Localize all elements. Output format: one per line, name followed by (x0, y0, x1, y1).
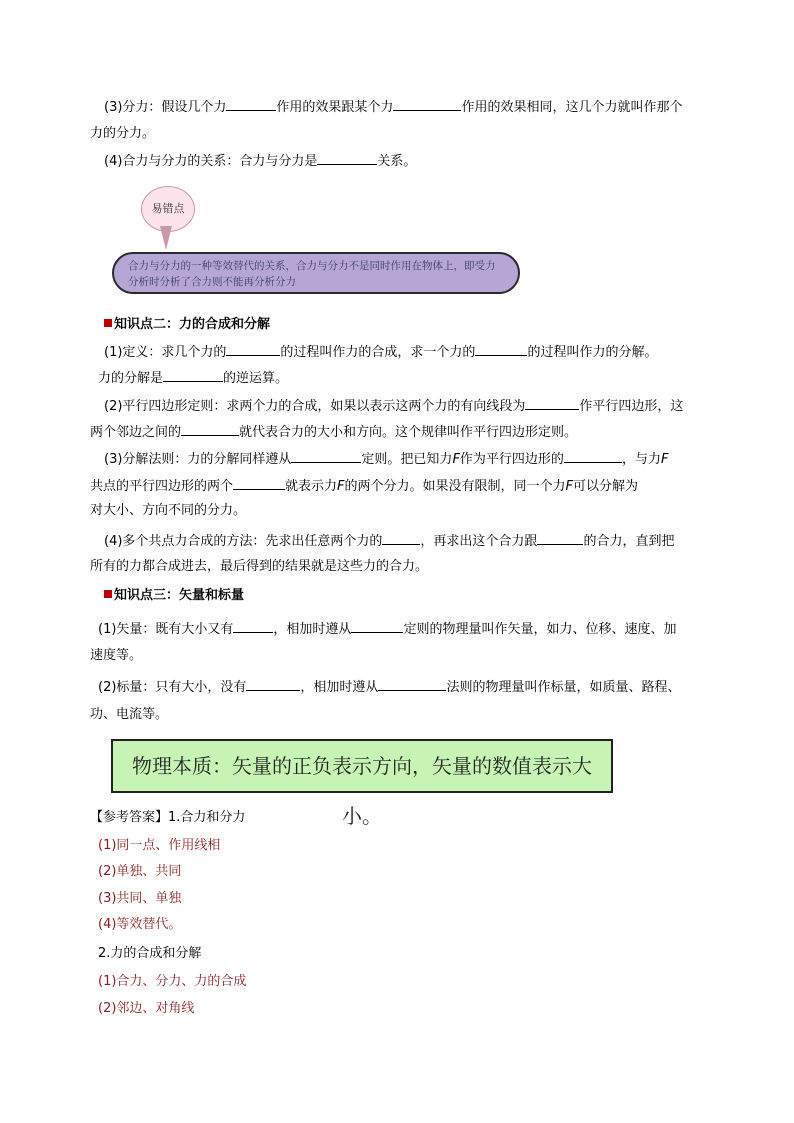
paragraph-line: 共点的平行四边形的两个 就表示力F的两个分力。如果没有限制，同一个力F可以分解为 (90, 475, 638, 497)
paragraph-line: 所有的力都合成进去，最后得到的结果就是这些力的合力。 (90, 559, 429, 574)
fill-blank[interactable] (226, 96, 276, 111)
paragraph-line: 两个邻边之间的 就代表合力的大小和方向。这个规律叫作平行四边形定则。 (90, 421, 577, 443)
paragraph-line: 速度等。 (90, 648, 143, 663)
paragraph-multi-forces: (4)多个共点力合成的方法：先求出任意两个力的 ，再求出这个合力跟 的合力，直到把 (104, 530, 674, 552)
paragraph-definition: (1)定义：求几个力的 的过程叫作力的合成，求一个力的 的过程叫作力的分解。 (104, 341, 657, 363)
text: 关系。 (377, 154, 417, 169)
fill-blank[interactable] (525, 395, 579, 410)
section-heading-2 (104, 315, 270, 335)
paragraph-scalar: (2)标量：只有大小，没有 ，相加时遵从 法则的物理量叫作标量，如质量、路程、 (98, 676, 680, 698)
paragraph-line: 对大小、方向不同的分力。 (90, 503, 247, 518)
paragraph-line: 力的分解是 的逆运算。 (98, 367, 288, 389)
answer-item: (1)同一点、作用线相 (98, 838, 221, 853)
fill-blank[interactable] (564, 448, 622, 463)
paragraph-line: 力的分力。 (90, 126, 156, 141)
callout-bubble: 易错点 (141, 186, 195, 232)
answer-item: (4)等效替代。 (98, 917, 182, 932)
text: 作用的效果相同，这几个力就叫作那个 (461, 100, 683, 115)
answer-item: (2)单独、共同 (98, 864, 182, 879)
heading-text: 知识点二：力的合成和分解 (114, 317, 271, 332)
text: 作用的效果跟某个力 (276, 100, 394, 115)
fill-blank[interactable] (537, 530, 583, 545)
paragraph-vector: (1)矢量：既有大小又有 ，相加时遵从 定则的物理量叫作矢量，如力、位移、速度、加 (98, 618, 676, 640)
square-bullet-icon (104, 319, 112, 327)
heading-text: 知识点三：矢量和标量 (114, 588, 245, 603)
paragraph-decomposition: (3)分解法则：力的分解同样遵从 定则。把已知力F作为平行四边形的 ，与力F (104, 448, 668, 470)
fill-blank[interactable] (393, 96, 461, 111)
text: (3)分力：假设几个力 (104, 100, 227, 115)
fill-blank[interactable] (382, 530, 420, 545)
tip-box: 合力与分力的一种等效替代的关系，合力与分力不是同时作用在物体上，即受力分析时分析了合力则不能再分析分力 (112, 252, 520, 294)
paragraph-line: 功、电流等。 (90, 707, 169, 722)
fill-blank[interactable] (233, 618, 273, 633)
fill-blank[interactable] (317, 150, 377, 165)
callout-tail (160, 226, 172, 250)
fill-blank[interactable] (246, 676, 300, 691)
square-bullet-icon (104, 590, 112, 598)
fill-blank[interactable] (181, 421, 239, 436)
fill-blank[interactable] (163, 367, 223, 382)
fill-blank[interactable] (291, 448, 361, 463)
fill-blank[interactable] (351, 618, 403, 633)
answer-section-title: 2.力的合成和分解 (98, 946, 202, 961)
paragraph-parallelogram: (2)平行四边形定则：求两个力的合成，如果以表示这两个力的有向线段为 作平行四边形，这 (104, 395, 683, 417)
paragraph-relation (104, 150, 416, 172)
fill-blank[interactable] (475, 341, 527, 356)
answer-item: (1)合力、分力、力的合成 (98, 974, 247, 989)
answer-item: (2)邻边、对角线 (98, 1001, 195, 1016)
text: (4)合力与分力的关系：合力与分力是 (104, 154, 318, 169)
answer-title: 【参考答案】1.合力和分力 (90, 810, 246, 825)
paragraph-component-force (104, 96, 682, 118)
fill-blank[interactable] (378, 676, 446, 691)
answer-item: (3)共同、单独 (98, 891, 182, 906)
section-heading-3 (104, 586, 244, 606)
fill-blank[interactable] (233, 475, 285, 490)
key-point-box: 物理本质：矢量的正负表示方向，矢量的数值表示大小。 (111, 739, 613, 793)
fill-blank[interactable] (226, 341, 280, 356)
